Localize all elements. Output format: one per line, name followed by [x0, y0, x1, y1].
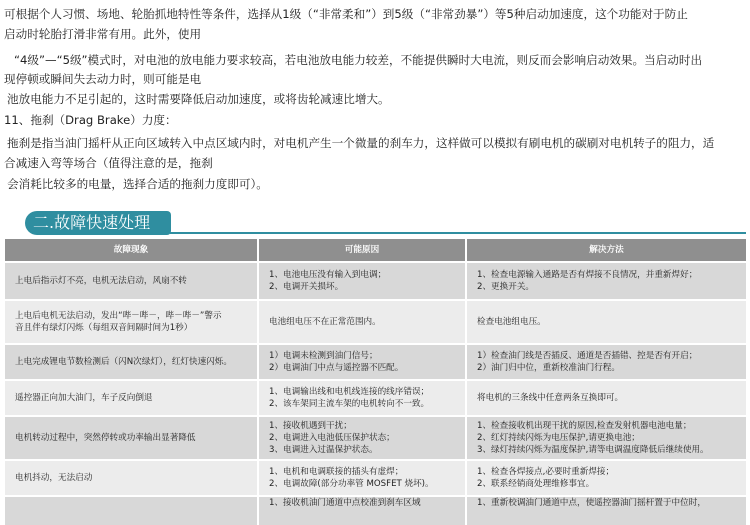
- cell-line: 2、红灯持续闪烁为电压保护,请更换电池；: [477, 433, 640, 443]
- cell-line: 遥控器正向加大油门，车子反向倒退: [15, 393, 153, 403]
- cell-line: 2、更换开关。: [477, 282, 535, 292]
- section-divider: [170, 232, 746, 234]
- cell-line: 1、电池电压没有输入到电调；: [269, 270, 387, 280]
- cell-line: 1、重新校调油门通道中点，使遥控器油门摇杆置于中位时，: [477, 498, 706, 508]
- cell-solution: [467, 261, 746, 299]
- cell-cause: [259, 415, 467, 459]
- paragraph-line: 会消耗比较多的电量，选择合适的拖刹力度即可）。: [7, 177, 268, 191]
- cell-line: 音且伴有绿灯闪烁（每组双音间隔时间为1秒）: [15, 323, 193, 333]
- table-body: [5, 261, 746, 525]
- cell-symptom: [5, 415, 259, 459]
- cell-line: 上电完成锂电节数检测后（闪N次绿灯），红灯快速闪烁。: [15, 357, 232, 367]
- table-row: [5, 261, 746, 299]
- cell-solution: [467, 299, 746, 343]
- table-row: [5, 415, 746, 459]
- cell-line: 1）检查油门线是否插反、通道是否插错、控是否有开启；: [477, 351, 698, 361]
- cell-cause: [259, 379, 467, 415]
- cell-line: 2、该车架同主流车架的电机转向不一致。: [269, 399, 430, 409]
- column-header-cause: 可能原因: [259, 239, 467, 261]
- cell-cause: [259, 261, 467, 299]
- cell-line: 1、接收机遇到干扰；: [269, 421, 352, 431]
- cell-line: 2、电调开关损坏。: [269, 282, 344, 292]
- column-header-solution: 解决方法: [467, 239, 746, 261]
- paragraph-line: 可根据个人习惯、场地、轮胎抓地特性等条件，选择从1级（“非常柔和”）到5级（“非常劲暴”）等5种启动加速度，这个功能对于防止: [4, 7, 688, 21]
- cell-solution: [467, 459, 746, 495]
- paragraph-line: 启动时轮胎打滑非常有用。此外，使用: [4, 27, 202, 41]
- paragraph-line: 池放电能力不足引起的，这时需要降低启动加速度，或将齿轮减速比增大。: [7, 92, 390, 106]
- cell-line: 1、检查电源输入通路是否有焊接不良情况，并重新焊好；: [477, 270, 698, 280]
- cell-line: 2、联系经销商处理维修事宜。: [477, 479, 595, 489]
- cell-line: 电机转动过程中，突然停转或功率输出显著降低: [15, 433, 196, 443]
- cell-cause: [259, 299, 467, 343]
- troubleshooting-table: [5, 239, 746, 525]
- cell-symptom: [5, 299, 259, 343]
- paragraph-line: 现停顿或瞬间失去动力时，则可能是电: [4, 72, 202, 86]
- table-row: [5, 343, 746, 379]
- cell-line: 3、电调进入过温保护状态。: [269, 445, 378, 455]
- cell-solution: [467, 343, 746, 379]
- cell-line: 1、检查各焊接点,必要时重新焊接；: [477, 467, 615, 477]
- cell-line: 1）电调未检测到油门信号；: [269, 351, 378, 361]
- cell-solution: [467, 415, 746, 459]
- table-row: [5, 459, 746, 495]
- cell-line: 上电后电机无法启动，发出“哔－哔－，哔－哔－”警示: [15, 311, 222, 321]
- cell-line: 电机抖动，无法启动: [15, 473, 93, 483]
- cell-line: 3、绿灯持续闪烁为温度保护,请等电调温度降低后继续使用。: [477, 445, 709, 455]
- cell-line: 2、电调故障(部分功率管 MOSFET 烧坏)。: [269, 479, 434, 489]
- cell-line: 上电后指示灯不亮，电机无法启动，风扇不转: [15, 276, 187, 286]
- column-header-symptom: 故障现象: [5, 239, 259, 261]
- cell-line: 检查电池组电压。: [477, 317, 546, 327]
- cell-cause: [259, 343, 467, 379]
- paragraph-line: 合减速入弯等场合（值得注意的是，拖刹: [4, 156, 213, 170]
- cell-symptom: [5, 261, 259, 299]
- cell-symptom: [5, 459, 259, 495]
- cell-line: 2）电调油门中点与遥控器不匹配。: [269, 363, 404, 373]
- cell-solution: [467, 379, 746, 415]
- cell-line: 1、接收机油门通道中点校准到刹车区域: [269, 498, 421, 508]
- cell-line: 1、电机和电调联接的插头有虚焊；: [269, 467, 404, 477]
- cell-line: 将电机的三条线中任意两条互换即可。: [477, 393, 624, 403]
- cell-symptom: [5, 343, 259, 379]
- cell-symptom: [5, 379, 259, 415]
- paragraph-line: “4级”—“5级”模式时，对电池的放电能力要求较高，若电池放电能力较差，不能提供瞬时大电流，则反而会影响启动效果。当启动时出: [14, 53, 703, 67]
- cell-line: 2）油门归中位，重新校准油门行程。: [477, 363, 620, 373]
- cell-line: 1、电调输出线和电机线连接的线序错误；: [269, 387, 430, 397]
- table-header-row: [5, 239, 746, 261]
- paragraph-line: 拖刹是指当油门摇杆从正向区域转入中点区域内时，对电机产生一个微量的刹车力，这样做可以模拟有刷电机的碳刷对电机转子的阻力，适: [7, 136, 715, 150]
- cell-line: 2、电调进入电池低压保护状态；: [269, 433, 395, 443]
- cell-cause: [259, 459, 467, 495]
- paragraph-heading: 11、拖刹（Drag Brake）力度：: [4, 113, 177, 127]
- table-row: [5, 379, 746, 415]
- section-title: 二.故障快速处理: [25, 211, 171, 235]
- cell-line: 电池组电压不在正常范围内。: [269, 317, 381, 327]
- cell-line: 1、检查接收机出现干扰的原因,检查发射机器电池电量；: [477, 421, 692, 431]
- table-row: [5, 299, 746, 343]
